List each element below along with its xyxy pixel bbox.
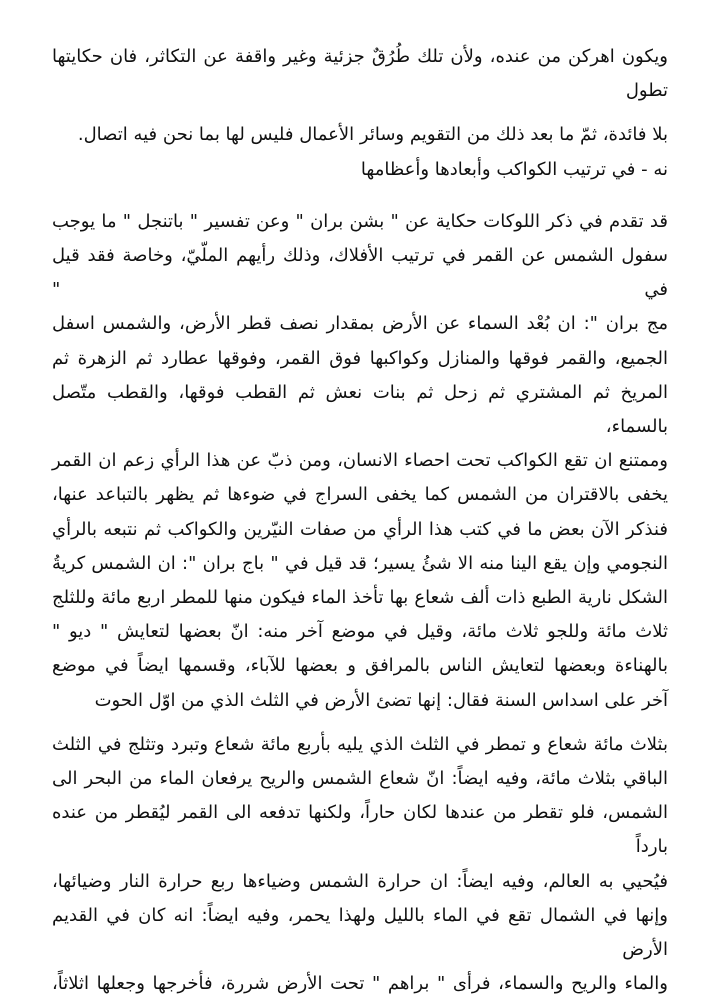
paragraph-spacer	[52, 187, 668, 205]
text-line: ويكون اهركن من عنده، ولأن تلك طُرُقٌ جزئية وغير واقفة عن التكاثر، فان حكايتها	[52, 46, 668, 67]
text-line: بثلاث مائة شعاع و تمطر في الثلث الذي يليه بأربع مائة شعاع وتبرد وتثلج في الثلث	[52, 733, 668, 755]
text-line: والماء والريح والسماء، فرأى " براهم " تحت الأرض شررة، فأخرجها وجعلها اثلاثاً،	[52, 973, 668, 995]
text-line: بالهناءة وبعضها لتعايش الناس بالمرافق و بعضها للآباء، وقسمها ايضاً في موضع	[52, 655, 668, 677]
text-line: الشكل نارية الطبع ذات ألف شعاع بها تأخذ الماء فيكون منها للمطر اربع مائة وللثلج	[52, 587, 668, 609]
paragraph-4	[52, 728, 668, 1001]
text-line: فيُحيي به العالم، وفيه ايضاً: ان حرارة الشمس وضياءها ربع حرارة النار وضيائها،	[52, 870, 668, 892]
text-line: يخفى بالاقتران من الشمس كما يخفى السراج في ضوءها ثم يظهر بالتباعد عنها،	[52, 484, 668, 506]
text-line: الشمس، فلو تقطر من عندها لكان حاراً، ولكنها تدفعه الى القمر ليُقطر من عنده بارداً	[52, 802, 668, 858]
section-heading: نه - في ترتيب الكواكب وأبعادها وأعظامها	[360, 158, 668, 180]
text-line: المريخ ثم المشتري ثم زحل ثم بنات نعش ثم القطب فوقها، والقطب متّصل بالسماء،	[52, 381, 668, 438]
paragraph-spacer	[52, 108, 668, 118]
text-line: وممتنع ان تقع الكواكب تحت احصاء الانسان، ومن ذبّ عن هذا الرأي زعم ان القمر	[52, 450, 668, 472]
paragraph-3	[52, 205, 668, 718]
text-line: مج بران ": ان بُعْد السماء عن الأرض بمقدار نصف قطر الأرض، والشمس اسفل	[52, 313, 668, 335]
text-line: سفول الشمس عن القمر في ترتيب الأفلاك، وذلك رأيهم الملّيّ، وخاصة فقد قيل في "	[52, 245, 668, 301]
paragraph-spacer	[52, 718, 668, 728]
text-line: فنذكر الآن بعض ما في كتب هذا الرأي من صفات النيّرين والكواكب ثم نتبعه بالرأي	[52, 518, 668, 540]
text-line: آخر على اسداس السنة فقال: إنها تضئ الأرض في الثلث الذي من اوّل الحوت	[94, 689, 668, 711]
text-line: قد تقدم في ذكر اللوكات حكاية عن " بشن بران " وعن تفسير " باتنجل " ما يوجب	[52, 210, 668, 232]
text-line: الباقي بثلاث مائة، وفيه ايضاً: انّ شعاع الشمس والريح يرفعان الماء من البحر الى	[52, 768, 668, 790]
text-line: وإنها في الشمال تقع في الماء بالليل ولهذا يحمر، وفيه ايضاً: انه كان في القديم الأرض	[52, 904, 668, 961]
text-line: بلا فائدة، ثمّ ما بعد ذلك من التقويم وسائر الأعمال فليس لها بما نحن فيه اتصال.	[77, 124, 668, 146]
document-page	[52, 40, 668, 1001]
text-line: النجومي وإن يقع الينا منه الا شئُ يسير؛ قد قيل في " باج بران ": ان الشمس كريةُ	[52, 552, 668, 574]
text-line: ثلاث مائة وللجو ثلاث مائة، وقيل في موضع آخر منه: انّ بعضها لتعايش " ديو "	[52, 621, 668, 643]
paragraph-2	[52, 118, 668, 186]
paragraph-1	[52, 40, 668, 108]
text-line: الجميع، والقمر فوقها والمنازل وكواكبها فوق القمر، وفوقها عطارد ثم الزهرة ثم	[52, 347, 668, 369]
text-line: تطول	[625, 80, 668, 102]
